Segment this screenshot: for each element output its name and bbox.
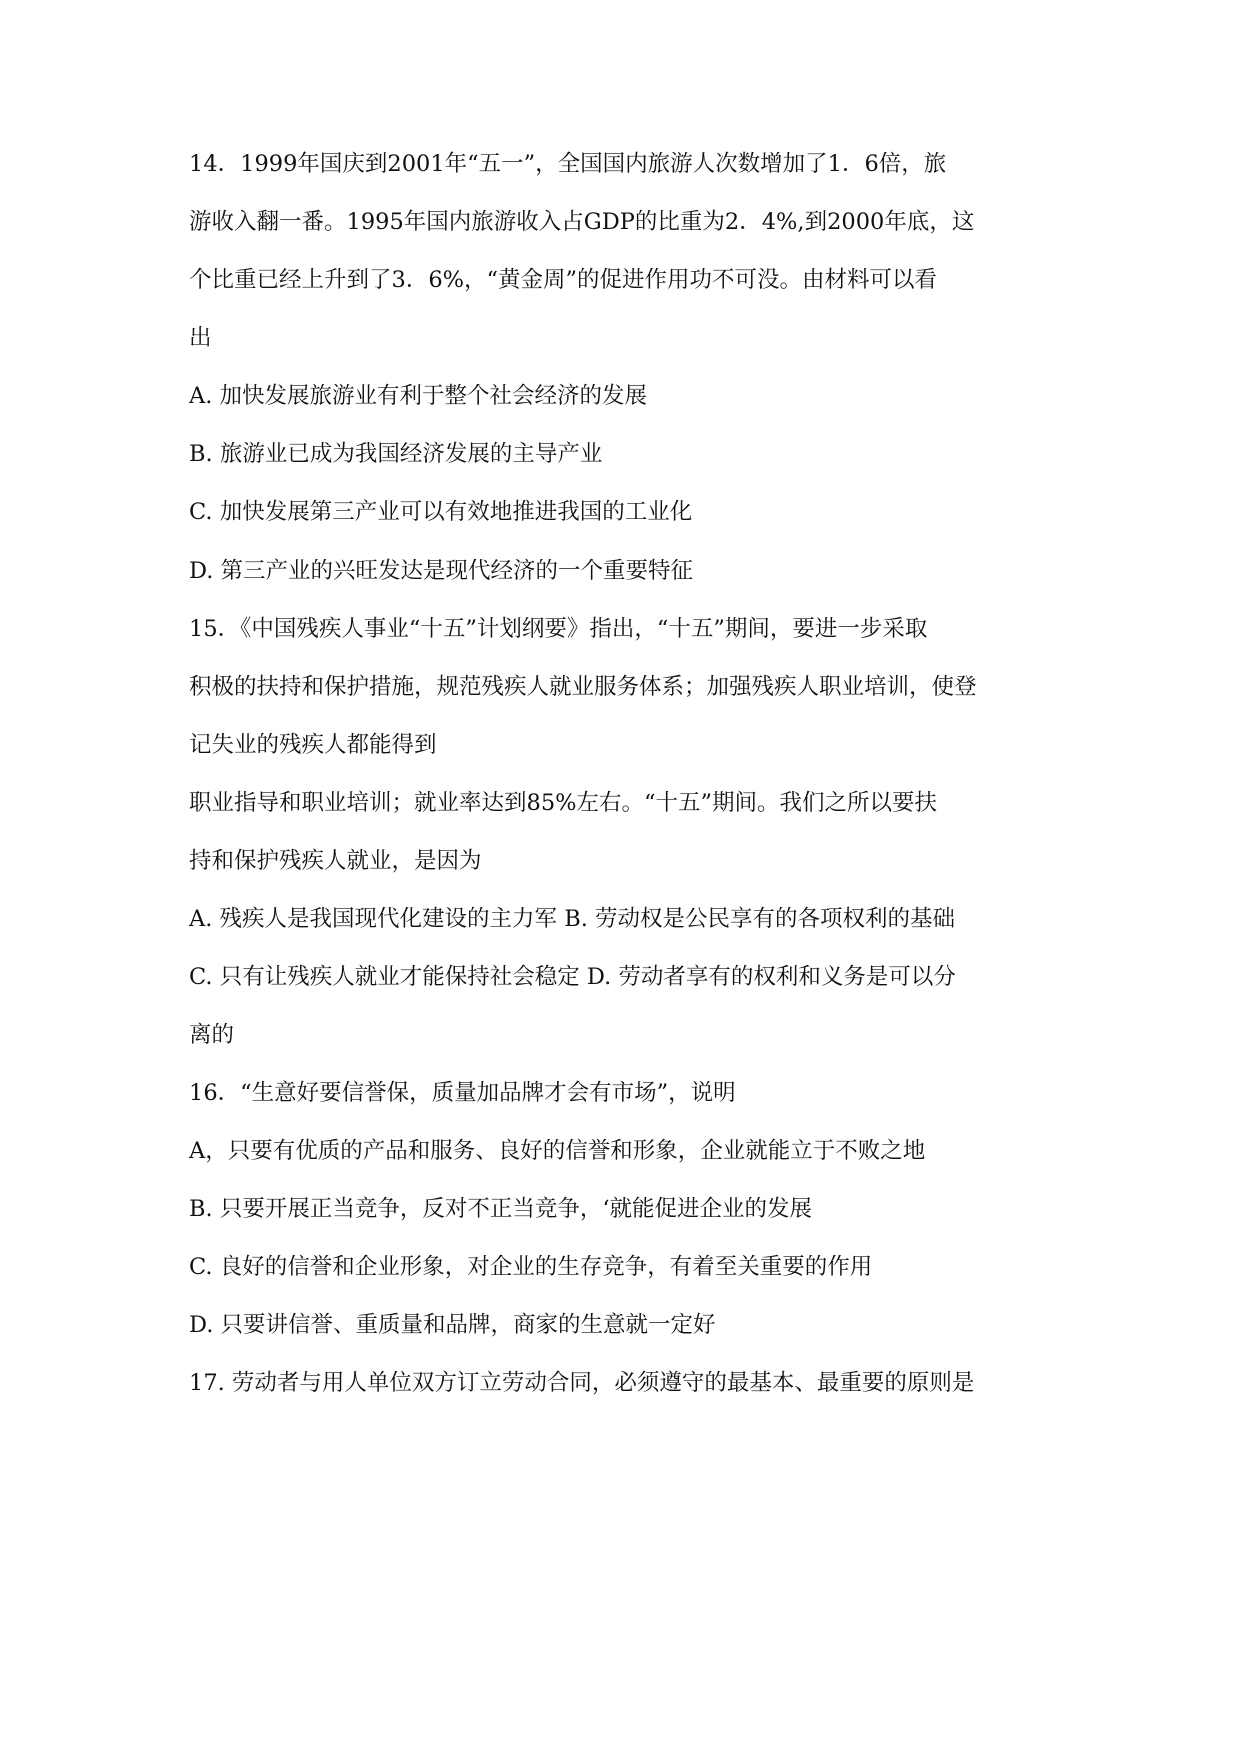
q14-line-1: 14．1999年国庆到2001年“五一”，全国国内旅游人次数增加了1．6倍，旅 xyxy=(189,151,947,177)
q15-line-5: 持和保护残疾人就业，是因为 xyxy=(189,848,482,874)
q16-option-b: B. 只要开展正当竞争，反对不正当竞争，‘就能促进企业的发展 xyxy=(189,1196,812,1222)
q15-line-2: 积极的扶持和保护措施，规范残疾人就业服务体系；加强残疾人职业培训，使登 xyxy=(189,674,977,700)
q15-options-cd: C. 只有让残疾人就业才能保持社会稳定 D. 劳动者享有的权利和义务是可以分 xyxy=(189,964,956,990)
q14-line-3: 个比重已经上升到了3．6%，“黄金周”的促进作用功不可没。由材料可以看 xyxy=(189,267,938,293)
q14-option-b: B. 旅游业已成为我国经济发展的主导产业 xyxy=(189,441,603,467)
q15-line-4: 职业指导和职业培训；就业率达到85%左右。“十五”期间。我们之所以要扶 xyxy=(189,790,938,816)
q14-line-4: 出 xyxy=(189,325,212,351)
q16-option-c: C. 良好的信誉和企业形象，对企业的生存竞争，有着至关重要的作用 xyxy=(189,1254,873,1280)
q14-option-a: A. 加快发展旅游业有利于整个社会经济的发展 xyxy=(189,383,648,409)
q17-line-1: 17. 劳动者与用人单位双方订立劳动合同，必须遵守的最基本、最重要的原则是 xyxy=(189,1370,975,1396)
q14-option-c: C. 加快发展第三产业可以有效地推进我国的工业化 xyxy=(189,499,693,525)
q15-options-ab: A. 残疾人是我国现代化建设的主力军 B. 劳动权是公民享有的各项权利的基础 xyxy=(189,906,956,932)
q16-line-1: 16．“生意好要信誉保，质量加品牌才会有市场”，说明 xyxy=(189,1080,736,1106)
q14-option-d: D. 第三产业的兴旺发达是现代经济的一个重要特征 xyxy=(189,558,694,584)
q16-option-a: A，只要有优质的产品和服务、良好的信誉和形象，企业就能立于不败之地 xyxy=(189,1138,926,1164)
q16-option-d: D. 只要讲信誉、重质量和品牌，商家的生意就一定好 xyxy=(189,1312,716,1338)
q15-options-cd-cont: 离的 xyxy=(189,1022,235,1048)
q15-line-3: 记失业的残疾人都能得到 xyxy=(189,732,437,758)
q14-line-2: 游收入翻一番。1995年国内旅游收入占GDP的比重为2．4%,到2000年底，这 xyxy=(189,209,975,235)
q15-line-1: 15．《中国残疾人事业“十五”计划纲要》指出，“十五”期间，要进一步采取 xyxy=(189,616,928,642)
